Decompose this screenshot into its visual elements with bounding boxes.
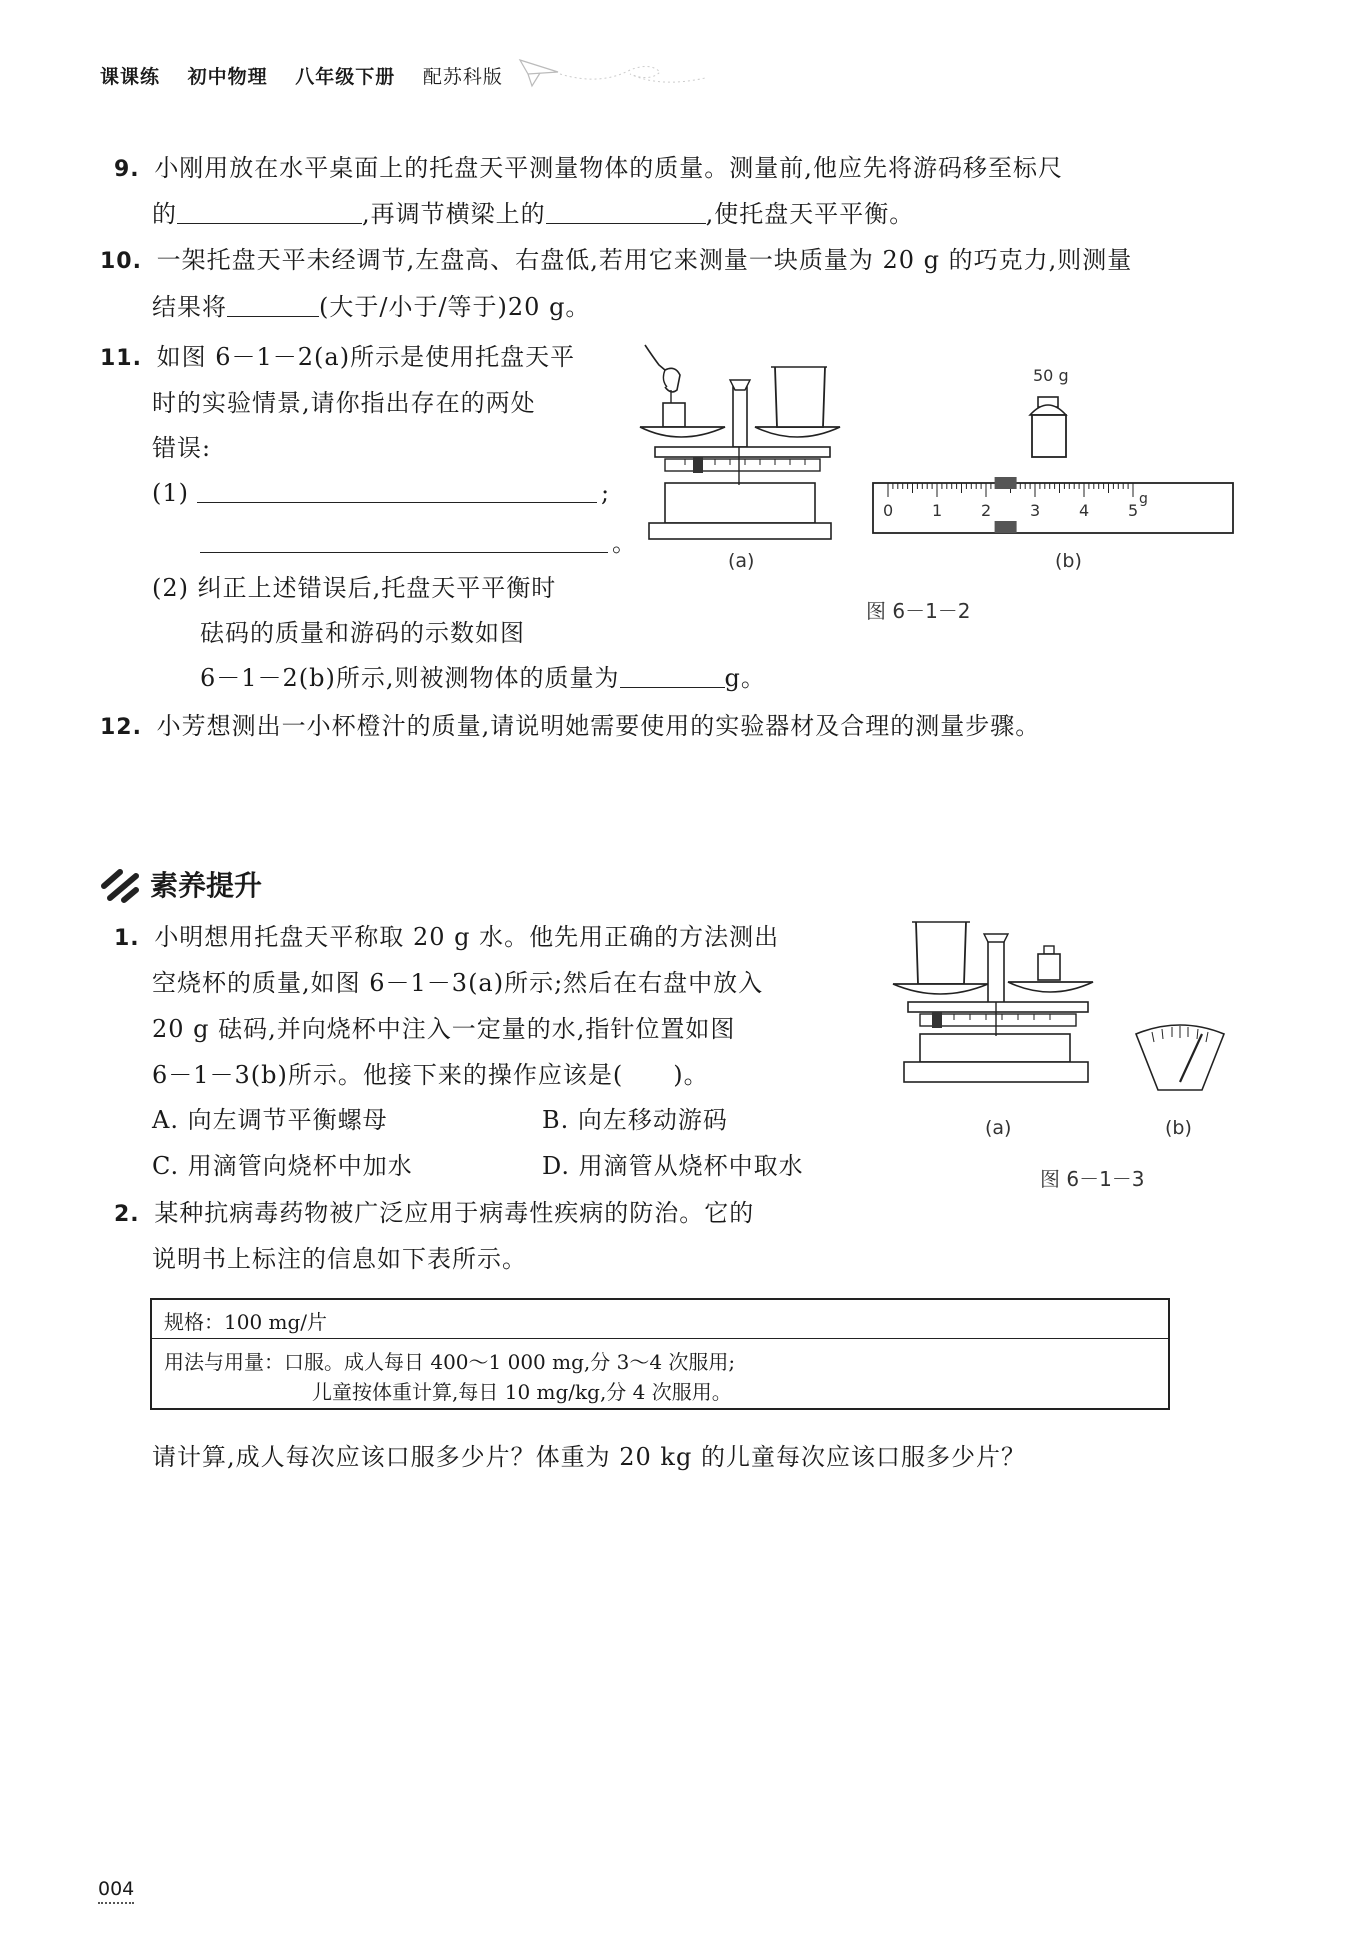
question-text: 某种抗病毒药物被广泛应用于病毒性疾病的防治。它的 <box>154 1199 755 1227</box>
question-10-line-2 <box>152 284 590 330</box>
answer-blank[interactable] <box>177 195 362 224</box>
option-a[interactable]: A. 向左调节平衡螺母 <box>152 1106 388 1134</box>
question-text: 。 <box>612 529 637 557</box>
question-10-line-1 <box>100 237 1132 285</box>
ruler-tick-label: 3 <box>1030 501 1041 520</box>
question-text: ; <box>601 479 611 507</box>
table-row <box>152 1300 1168 1339</box>
question-number: 1. <box>114 926 140 951</box>
question-text: g。 <box>724 664 766 692</box>
question-text: 一架托盘天平未经调节,左盘高、右盘低,若用它来测量一块质量为 20 g 的巧克力,则测量 <box>156 246 1133 274</box>
pointer-dial-icon <box>1130 1020 1230 1100</box>
question-number: 12. <box>100 715 142 740</box>
question-number: 10. <box>100 249 142 274</box>
question-11-item-1 <box>152 470 610 516</box>
drug-info-table <box>150 1298 1170 1410</box>
question-text: 的 <box>152 200 177 228</box>
header-subject: 初中物理 <box>187 66 268 88</box>
ruler-unit-label: g <box>1139 491 1148 507</box>
ruler-tick-label: 0 <box>883 501 894 520</box>
question-9-line-2 <box>152 191 914 237</box>
answer-blank[interactable] <box>227 288 319 317</box>
header-edition: 配苏科版 <box>422 66 503 88</box>
s2-line-1 <box>114 1190 754 1238</box>
answer-blank[interactable] <box>200 524 608 553</box>
ruler-tick-label: 4 <box>1079 501 1090 520</box>
balance-scale-with-hand-figure <box>635 335 850 550</box>
figure-b-label: (b) <box>1165 1117 1192 1139</box>
figure-b-label: (b) <box>1055 550 1082 572</box>
s2-line-2: 说明书上标注的信息如下表所示。 <box>152 1245 527 1273</box>
figure-a-label: (a) <box>728 550 755 572</box>
balance-scale-with-beaker-figure <box>888 910 1108 1090</box>
weight-mass-label: 50 g <box>1033 366 1069 385</box>
question-text: 结果将 <box>152 293 227 321</box>
ruler-tick-label: 5 <box>1128 501 1139 520</box>
question-11-item-1b <box>200 520 637 566</box>
header-grade: 八年级下册 <box>295 66 396 88</box>
question-text: 6－1－2(b)所示,则被测物体的质量为 <box>200 664 620 692</box>
question-number: 9. <box>114 157 140 182</box>
question-11-item-2-line-2: 砝码的质量和游码的示数如图 <box>200 619 525 647</box>
figure-caption: 图 6－1－2 <box>866 599 971 623</box>
paper-plane-icon <box>510 52 710 92</box>
question-11-item-2-line-1: (2) 纠正上述错误后,托盘天平平衡时 <box>152 574 557 602</box>
question-11-item-2-line-3 <box>200 655 766 701</box>
question-11-line-2: 时的实验情景,请你指出存在的两处 <box>152 389 536 417</box>
table-cell-usage-children: 儿童按体重计算,每日 10 mg/kg,分 4 次服用。 <box>312 1380 732 1404</box>
question-9-line-1 <box>114 145 1063 193</box>
question-12-line-1 <box>100 703 1040 751</box>
table-cell-usage: 用法与用量：口服。成人每日 400～1 000 mg,分 3～4 次服用; <box>164 1350 736 1374</box>
s1-line-4: 6－1－3(b)所示。他接下来的操作应该是( )。 <box>152 1061 709 1089</box>
figure-caption: 图 6－1－3 <box>1040 1167 1145 1191</box>
header-series: 课课练 <box>100 66 161 88</box>
s2-question: 请计算,成人每次应该口服多少片？体重为 20 kg 的儿童每次应该口服多少片？ <box>152 1443 1026 1471</box>
item-label: (1) <box>152 479 189 507</box>
page-number: 004 <box>98 1878 134 1904</box>
answer-blank[interactable] <box>620 659 725 688</box>
question-text: ,再调节横梁上的 <box>362 200 546 228</box>
weight-and-ruler-figure <box>870 385 1240 545</box>
question-text: 小芳想测出一小杯橙汁的质量,请说明她需要使用的实验器材及合理的测量步骤。 <box>156 712 1041 740</box>
option-b[interactable]: B. 向左移动游码 <box>542 1106 728 1134</box>
ruler-tick-label: 1 <box>932 501 943 520</box>
rider-marker <box>995 477 1017 489</box>
ruler-tick-label: 2 <box>981 501 992 520</box>
option-d[interactable]: D. 用滴管从烧杯中取水 <box>542 1152 804 1180</box>
figure-a-label: (a) <box>985 1117 1012 1139</box>
question-text: 如图 6－1－2(a)所示是使用托盘天平 <box>156 343 576 371</box>
table-cell-spec: 规格：100 mg/片 <box>164 1310 328 1334</box>
answer-blank[interactable] <box>546 195 706 224</box>
question-text: 小明想用托盘天平称取 20 g 水。他先用正确的方法测出 <box>154 923 780 951</box>
question-text: (大于/小于/等于)20 g。 <box>319 293 591 321</box>
question-11-line-1 <box>100 334 575 382</box>
s1-line-3: 20 g 砝码,并向烧杯中注入一定量的水,指针位置如图 <box>152 1015 736 1043</box>
question-number: 11. <box>100 346 142 371</box>
answer-blank[interactable] <box>197 474 597 503</box>
question-text: ,使托盘天平平衡。 <box>705 200 915 228</box>
option-c[interactable]: C. 用滴管向烧杯中加水 <box>152 1152 413 1180</box>
rider-marker <box>995 521 1017 533</box>
s1-line-1 <box>114 914 779 962</box>
question-number: 2. <box>114 1202 140 1227</box>
question-text: 小刚用放在水平桌面上的托盘天平测量物体的质量。测量前,他应先将游码移至标尺 <box>154 154 1063 182</box>
page-header <box>100 62 523 89</box>
s1-line-2: 空烧杯的质量,如图 6－1－3(a)所示;然后在右盘中放入 <box>152 969 764 997</box>
question-11-line-3: 错误: <box>152 434 212 462</box>
section-slash-icon <box>100 866 142 906</box>
section-title: 素养提升 <box>150 869 263 902</box>
